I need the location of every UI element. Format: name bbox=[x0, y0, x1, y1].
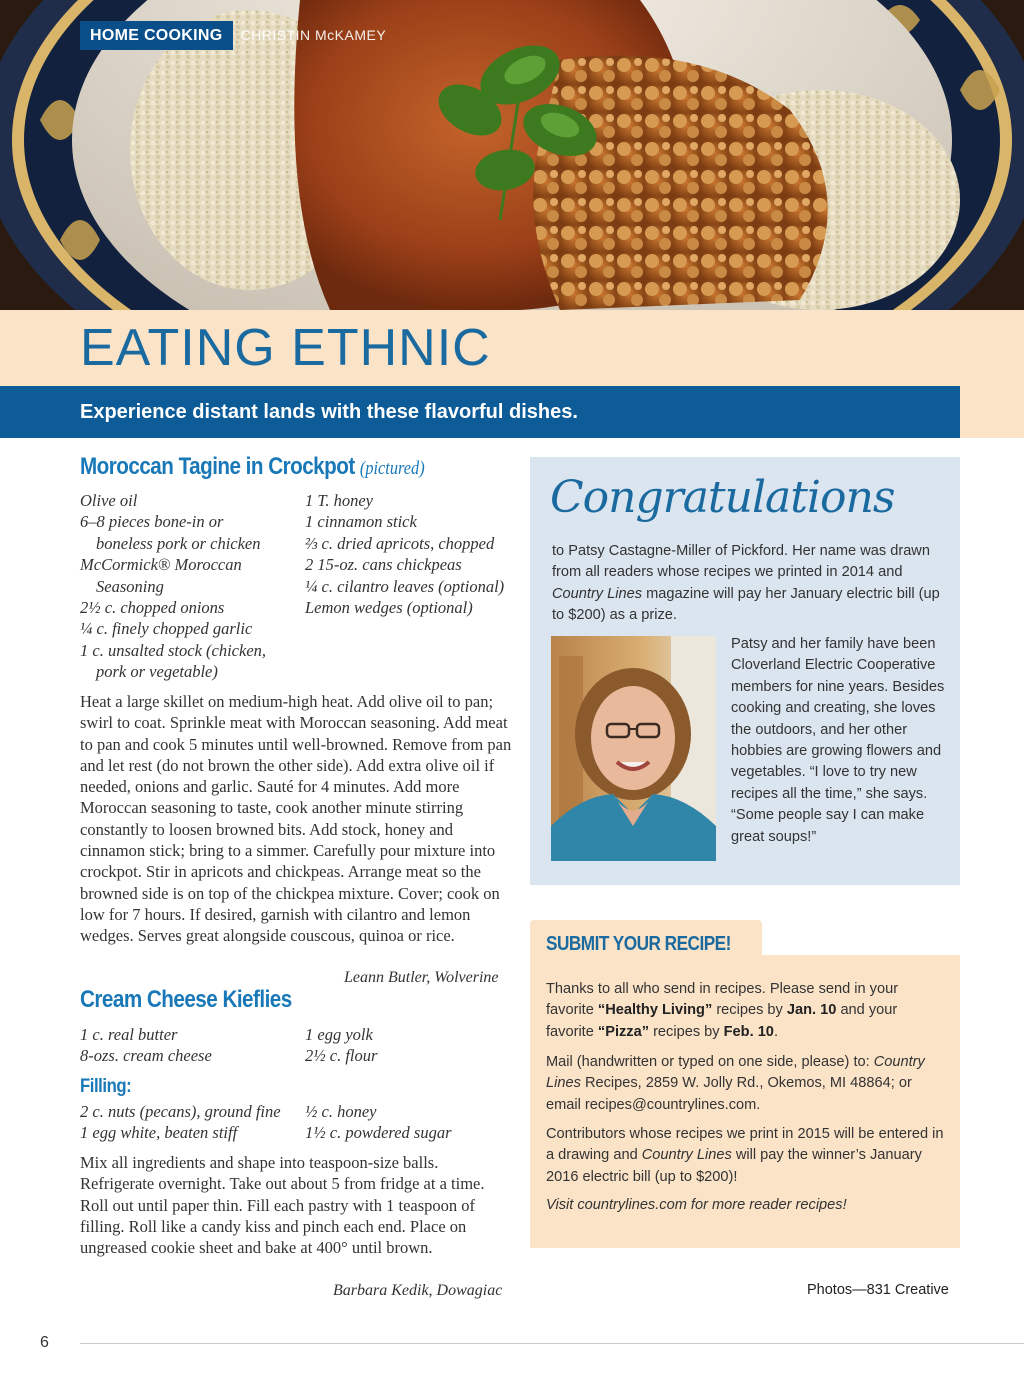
submit-paragraph-1: Thanks to all who send in recipes. Please send in your favorite “Healthy Living” recipes by Jan. 10 and your favorite “Pizza” recipes by Feb. 10. bbox=[546, 981, 899, 1040]
ingredient: Lemon wedges (optional) bbox=[305, 598, 473, 618]
ingredient: 1 egg white, beaten stiff bbox=[80, 1123, 238, 1143]
footer-rule bbox=[80, 1343, 1024, 1344]
ingredient: Olive oil bbox=[80, 491, 138, 510]
recipe-credit-tagine: Leann Butler, Wolverine bbox=[344, 969, 499, 986]
ingredients-left-kieflies bbox=[80, 1024, 212, 1067]
section-label: HOME COOKING bbox=[80, 21, 233, 50]
ingredient: ¼ c. finely chopped garlic bbox=[80, 619, 253, 639]
photos-credit: Photos—831 Creative bbox=[807, 1282, 949, 1298]
winner-photo bbox=[551, 636, 716, 861]
recipe-name: Cream Cheese Kieflies bbox=[80, 986, 292, 1013]
ingredient: 2 15-oz. cans chickpeas bbox=[305, 555, 462, 575]
page-subtitle: Experience distant lands with these flavorful dishes. bbox=[80, 400, 578, 423]
recipe-credit-kieflies: Barbara Kedik, Dowagiac bbox=[333, 1282, 503, 1299]
ingredient: boneless pork or chicken bbox=[96, 533, 261, 553]
submit-paragraph-2: Mail (handwritten or typed on one side, please) to: Country Lines Recipes, 2859 W. Jolly Rd., Okemos, MI 48864; or email recipes@countrylines.com. bbox=[546, 1054, 925, 1113]
recipe-name: Moroccan Tagine in Crockpot bbox=[80, 453, 355, 480]
page-number: 6 bbox=[40, 1334, 49, 1351]
ingredient: 1 c. real butter bbox=[80, 1025, 178, 1044]
ingredient: 1 cinnamon stick bbox=[305, 512, 417, 532]
ingredient: 2½ c. flour bbox=[305, 1046, 378, 1066]
winner-bio: Patsy and her family have been Cloverland Electric Cooperative members for nine years. Besides cooking and creating, she loves the outdoors, and her other hobbies are growing flowers and vegetables. “I love to try new recipes all the time,” she says. “Some people say I can make great soups!” bbox=[731, 636, 945, 845]
pictured-note: (pictured) bbox=[359, 458, 425, 479]
ingredient: Seasoning bbox=[96, 576, 164, 596]
ingredient: 1 egg yolk bbox=[305, 1025, 373, 1044]
ingredient: 6–8 pieces bone-in or bbox=[80, 512, 224, 532]
ingredient: ¼ c. cilantro leaves (optional) bbox=[305, 576, 505, 596]
ingredient: 8-ozs. cream cheese bbox=[80, 1046, 212, 1066]
directions-kieflies: Mix all ingredients and shape into teaspoon-size balls. Refrigerate overnight. Take out about 5 from fridge at a time. Roll out until paper thin. Fill each pastry with 1 teaspoon of filling. Roll like a candy kiss and pinch each end. Place on ungreased cookie sheet and bake at 400° until brown. bbox=[80, 1153, 485, 1258]
subtitle-bar bbox=[0, 386, 960, 438]
ingredient: 1½ c. powdered sugar bbox=[305, 1123, 452, 1143]
ingredient: pork or vegetable) bbox=[96, 662, 218, 682]
filling-left bbox=[80, 1101, 281, 1144]
directions-tagine: Heat a large skillet on medium-high heat. Add olive oil to pan; swirl to coat. Sprinkle meat with Moroccan seasoning. Add meat to pan and cook 5 minutes until well-browned. Remove from pan and let rest (do not brown the other side). Add extra olive oil if needed, onions and garlic. Sauté for 4 minutes. Add more Moroccan seasoning to taste, cook another minute stirring constantly to loosen browned bits. Add stock, honey and cinnamon stick; bring to a simmer. Carefully pour mixture into crockpot. Stir in apricots and chickpeas. Arrange meat so the browned side is on top of the chickpea mixture. Cover; cook on low for 7 hours. If desired, garnish with cilantro and lemon wedges. Serves great alongside couscous, quinoa or rice. bbox=[80, 692, 512, 946]
author-name: CHRISTIN McKAMEY bbox=[240, 27, 387, 43]
ingredient: 2 c. nuts (pecans), ground fine bbox=[80, 1102, 281, 1121]
submit-heading: SUBMIT YOUR RECIPE! bbox=[546, 933, 731, 955]
ingredient: 1 c. unsalted stock (chicken, bbox=[80, 640, 267, 660]
ingredient: 2½ c. chopped onions bbox=[80, 598, 225, 618]
ingredient: ⅔ c. dried apricots, chopped bbox=[305, 533, 495, 553]
congrats-heading: Congratulations bbox=[550, 472, 895, 523]
congrats-intro: to Patsy Castagne-Miller of Pickford. Her name was drawn from all readers whose recipes we printed in 2014 and Country Lines magazine will pay her January electric bill (up to $200) as a prize. bbox=[552, 543, 940, 624]
filling-right bbox=[305, 1101, 452, 1144]
ingredients-right-kieflies bbox=[305, 1024, 377, 1067]
ingredient: ½ c. honey bbox=[305, 1102, 377, 1121]
recipe-title-tagine bbox=[80, 453, 425, 481]
ingredients-right-tagine bbox=[305, 490, 504, 618]
ingredient: McCormick® Moroccan bbox=[80, 555, 242, 575]
submit-paragraph-3: Contributors whose recipes we print in 2015 will be entered in a drawing and Country Lines will pay the winner’s January 2016 electric bill (up to $200)! bbox=[546, 1126, 944, 1185]
submit-paragraph-4: Visit countrylines.com for more reader recipes! bbox=[546, 1197, 847, 1213]
filling-label: Filling: bbox=[80, 1076, 132, 1097]
ingredients-left-tagine bbox=[80, 490, 266, 683]
section-tag bbox=[80, 20, 386, 50]
page-title: EATING ETHNIC bbox=[80, 319, 491, 377]
recipe-title-kieflies bbox=[80, 986, 292, 1014]
ingredient: 1 T. honey bbox=[305, 491, 373, 510]
